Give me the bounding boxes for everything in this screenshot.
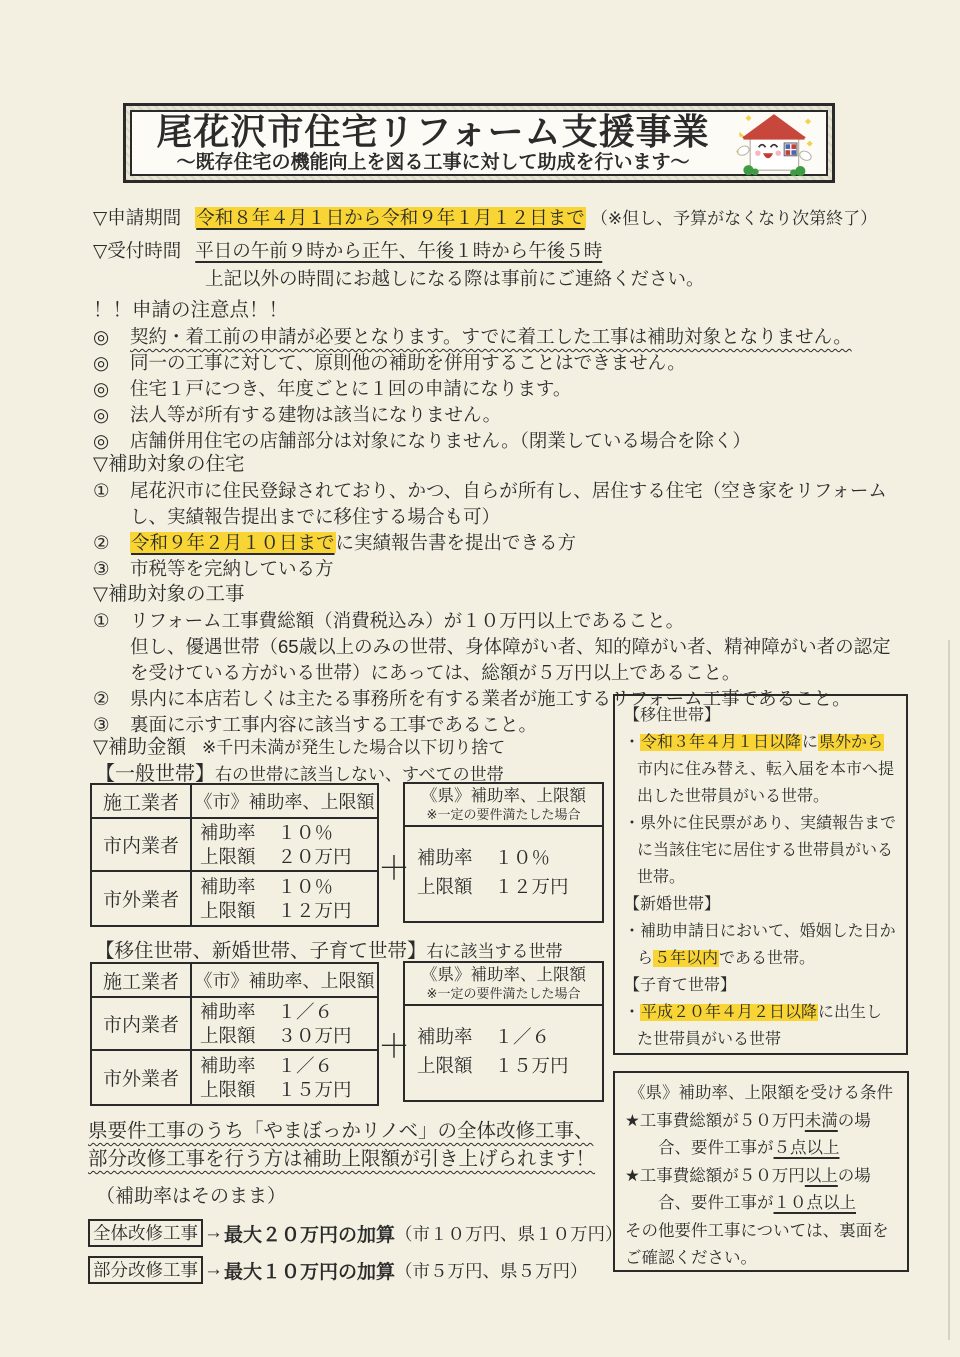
- migration-highlight-date: 令和３年４月１日以降: [641, 734, 802, 751]
- prefecture-subsidy-box-general: [403, 782, 604, 923]
- table-row-label: 市内業者: [92, 819, 192, 872]
- condition-pre: ★工事費総額が５０万円: [625, 1111, 805, 1130]
- item-number: ③: [93, 558, 110, 579]
- rate-label: 補助率: [200, 875, 256, 897]
- rate-label: 補助率: [417, 847, 473, 868]
- pref-box-title: 《県》補助率、上限額: [421, 787, 586, 805]
- caution-text: 契約・着工前の申請が必要となります。すでに着工した工事は補助対象となりません。: [130, 326, 852, 347]
- item-number: ①: [93, 610, 110, 631]
- caution-text: 住宅１戸につき、年度ごとに１回の申請になります。: [130, 378, 572, 399]
- cap-label: 上限額: [200, 845, 256, 867]
- application-period-row: [93, 205, 877, 232]
- hours-note: 上記以外の時間にお越しになる際は事前にご連絡ください。: [205, 268, 705, 289]
- cautions-section: [93, 297, 893, 454]
- hours-value: 平日の午前９時から正午、午後１時から午後５時: [195, 240, 603, 261]
- condition-pre: ★工事費総額が５０万円: [625, 1166, 805, 1185]
- table-header-contractor: 施工業者: [92, 964, 192, 998]
- condition-underline: ５点以上: [773, 1139, 840, 1157]
- caution-item: [93, 324, 893, 350]
- caution-text: 同一の工事に対して、原則他の補助を併用することはできません。: [130, 352, 686, 373]
- item-number: ②: [93, 532, 110, 553]
- childcare-item: [624, 999, 897, 1053]
- pref-condition-1: [625, 1108, 897, 1163]
- housing-item-2: [93, 530, 891, 556]
- table-row-values: [192, 872, 377, 925]
- general-label: 【一般世帯】: [95, 763, 215, 785]
- migration-mid: に: [802, 734, 819, 751]
- condition-underline: １０点以上: [773, 1194, 856, 1212]
- pref-box-header: [405, 784, 602, 827]
- cap-label: 上限額: [200, 1078, 256, 1100]
- rate-value: １０％: [494, 847, 551, 868]
- rate-label: 補助率: [200, 821, 256, 843]
- cap-label: 上限額: [200, 899, 256, 921]
- subsidy-heading: ▽補助金額: [93, 736, 186, 758]
- housing-item-1-text: 尾花沢市に住民登録されており、かつ、自らが所有し、居住する住宅（空き家をリフォームし、実績報告提出までに移住する場合も可）: [130, 480, 887, 527]
- works-item-1-cont: 但し、優遇世帯（65歳以上のみの世帯、身体障がい者、知的障がい者、精神障がい者の認定を受けている方がいる世帯）にあっては、総額が５万円以上であること。: [130, 636, 891, 683]
- title-banner: [123, 103, 835, 183]
- period-note: （※但し、予算がなくなり次第終了）: [590, 209, 878, 228]
- reception-hours-row: [93, 238, 602, 264]
- pref-box-header: [405, 963, 602, 1006]
- table-row-label: 市外業者: [92, 1051, 192, 1104]
- newlywed-highlight: ５年以内: [654, 950, 719, 967]
- table-row-values: [192, 819, 377, 872]
- newlywed-item: [624, 918, 897, 972]
- pref-box-title: 《県》補助率、上限額: [421, 966, 586, 984]
- yamabokka-section: [88, 1117, 623, 1284]
- yamabokka-line-2: 部分改修工事を行う方は補助上限額が引き上げられます！: [88, 1148, 596, 1170]
- cap-value: ２０万円: [277, 845, 352, 867]
- housing-item-3: [93, 556, 891, 582]
- rate-value: １０％: [277, 821, 334, 843]
- general-subsidy-table: [90, 783, 379, 927]
- works-item-1-text: リフォーム工事費総額（消費税込み）が１０万円以上であること。: [130, 610, 685, 631]
- condition-mid: の場合、要件工事が: [658, 1111, 871, 1157]
- prefecture-conditions-box: [613, 1071, 909, 1272]
- title-block: [138, 113, 728, 173]
- plus-sign: ＋: [378, 1028, 411, 1064]
- item-number: ③: [93, 714, 110, 735]
- bullet: ・: [624, 734, 641, 751]
- item-number: ②: [93, 688, 110, 709]
- cap-value: １５万円: [494, 1055, 569, 1076]
- rate-label: 補助率: [200, 1054, 256, 1076]
- housing-item-3-text: 市税等を完納している方: [130, 558, 334, 579]
- condition-underline: 未満: [804, 1111, 838, 1130]
- bonus-row-full: [88, 1219, 623, 1247]
- table-row-values: [192, 998, 377, 1051]
- migration-item-2: ・県外に住民票があり、実績報告までに当該住宅に居住する世帯員がいる世帯。: [624, 815, 897, 886]
- cap-label: 上限額: [417, 876, 473, 897]
- caution-mark: ◎: [93, 352, 110, 373]
- works-item-2-text: 県内に本店若しくは主たる事務所を有する業者が施工するリフォーム工事であること。: [130, 688, 851, 709]
- bonus-row-partial: [88, 1256, 613, 1284]
- special-label-note: 右に該当する世帯: [426, 942, 563, 961]
- works-heading: ▽補助対象の工事: [93, 583, 245, 605]
- migration-title: 【移住世帯】: [624, 707, 721, 724]
- cautions-heading: ！！申請の注意点！！: [93, 299, 289, 321]
- newlywed-title: 【新婚世帯】: [624, 896, 721, 913]
- general-label-note: 右の世帯に該当しない、すべての世帯: [215, 765, 504, 784]
- migration-item-1: [624, 729, 897, 810]
- item-number: ①: [93, 480, 110, 501]
- cap-value: １２万円: [494, 876, 569, 897]
- bonus-note-full: （市１０万円、県１０万円）: [395, 1223, 623, 1244]
- cap-label: 上限額: [200, 1024, 256, 1046]
- bonus-label-partial: 部分改修工事: [88, 1256, 203, 1284]
- caution-text: 店舗併用住宅の店舗部分は対象になりません。（閉業している場合を除く）: [130, 430, 751, 451]
- housing-heading: ▽補助対象の住宅: [93, 453, 245, 475]
- pref-box-subtitle: ※一定の要件満たした場合: [426, 807, 581, 822]
- migration-highlight-pref: 県外から: [819, 734, 884, 751]
- childcare-rest: に出生した世帯員がいる世帯: [637, 1004, 883, 1048]
- period-label: ▽申請期間: [93, 207, 182, 228]
- special-label: 【移住世帯、新婚世帯、子育て世帯】: [95, 940, 427, 962]
- table-header-contractor: 施工業者: [92, 785, 192, 819]
- caution-mark: ◎: [93, 404, 110, 425]
- table-row-label: 市内業者: [92, 998, 192, 1051]
- bonus-note-partial: （市５万円、県５万円）: [395, 1260, 588, 1281]
- yamabokka-line-1: 県要件工事のうち「やまぼっかリノベ」の全体改修工事、: [88, 1120, 594, 1142]
- rate-value: １／６: [494, 1026, 551, 1047]
- caution-mark: ◎: [93, 430, 110, 451]
- page-title: 尾花沢市住宅リフォーム支援事業: [156, 111, 710, 153]
- bonus-amount-full: 最大２０万円の加算: [224, 1224, 396, 1246]
- pref-box-body: [405, 827, 602, 901]
- prefecture-subsidy-box-special: [403, 961, 604, 1102]
- table-header-city-rate: 《市》補助率、上限額: [192, 785, 377, 819]
- caution-item: [93, 350, 893, 376]
- table-header-city-rate: 《市》補助率、上限額: [192, 964, 377, 998]
- arrow-icon: →: [204, 1222, 223, 1243]
- household-definitions-box: [613, 694, 908, 1055]
- page-subtitle: ～既存住宅の機能向上を図る工事に対して助成を行います～: [176, 151, 690, 173]
- works-item-1: [93, 608, 893, 634]
- condition-underline: 以上: [804, 1166, 838, 1185]
- pref-conditions-note: その他要件工事については、裏面をご確認ください。: [625, 1221, 889, 1267]
- title-banner-inner: [130, 110, 828, 176]
- rate-value: １／６: [277, 1000, 334, 1022]
- childcare-highlight: 平成２０年４月２日以降: [641, 1004, 818, 1021]
- condition-mid: の場合、要件工事が: [658, 1166, 871, 1212]
- pref-conditions-title: 《県》補助率、上限額を受ける条件: [629, 1084, 893, 1102]
- migration-rest: 市内に住み替え、転入届を本市へ提出した世帯員がいる世帯。: [637, 761, 894, 805]
- table-row-label: 市外業者: [92, 872, 192, 925]
- housing-item-2-highlight: 令和９年２月１０日まで: [131, 532, 335, 553]
- period-value: 令和８年４月１日から令和９年１月１２日まで: [196, 207, 585, 228]
- housing-item-2-rest: に実績報告書を提出できる方: [335, 532, 577, 553]
- cap-value: １５万円: [277, 1078, 352, 1100]
- subsidy-heading-row: [93, 734, 505, 761]
- cap-label: 上限額: [417, 1055, 473, 1076]
- cap-value: １２万円: [277, 899, 352, 921]
- bonus-label-full: 全体改修工事: [88, 1219, 203, 1247]
- caution-mark: ◎: [93, 326, 110, 347]
- newlywed-rest: である世帯。: [719, 950, 816, 967]
- newlywed-pre: ・補助申請日において、婚姻した日から: [624, 923, 896, 967]
- rate-label: 補助率: [200, 1000, 256, 1022]
- plus-sign: ＋: [378, 850, 411, 886]
- rate-value: １０％: [277, 875, 334, 897]
- rate-label: 補助率: [417, 1026, 473, 1047]
- arrow-icon: →: [204, 1259, 223, 1280]
- childcare-title: 【子育て世帯】: [624, 977, 737, 994]
- bonus-amount-partial: 最大１０万円の加算: [224, 1261, 396, 1283]
- eligible-housing-section: [93, 451, 891, 582]
- yamabokka-line-3: （補助率はそのまま）: [96, 1186, 287, 1207]
- bullet: ・: [624, 1004, 641, 1021]
- caution-text: 法人等が所有する建物は該当になりません。: [130, 404, 502, 425]
- works-item-3-text: 裏面に示す工事内容に該当する工事であること。: [130, 714, 538, 735]
- pref-box-body: [405, 1006, 602, 1080]
- caution-mark: ◎: [93, 378, 110, 399]
- special-subsidy-table: [90, 962, 379, 1106]
- cap-value: ３０万円: [277, 1024, 352, 1046]
- scan-edge-line: [948, 640, 950, 1340]
- subsidy-heading-note: ※千円未満が発生した場合以下切り捨て: [202, 738, 506, 757]
- caution-item: [93, 428, 893, 454]
- hours-label: ▽受付時間: [93, 240, 182, 261]
- rate-value: １／６: [277, 1054, 334, 1076]
- table-row-values: [192, 1051, 377, 1104]
- caution-item: [93, 376, 893, 402]
- caution-item: [93, 402, 893, 428]
- pref-box-subtitle: ※一定の要件満たした場合: [426, 986, 581, 1001]
- house-mascot-icon: [728, 109, 820, 177]
- pref-condition-2: [625, 1163, 897, 1218]
- housing-item-1: [93, 478, 891, 530]
